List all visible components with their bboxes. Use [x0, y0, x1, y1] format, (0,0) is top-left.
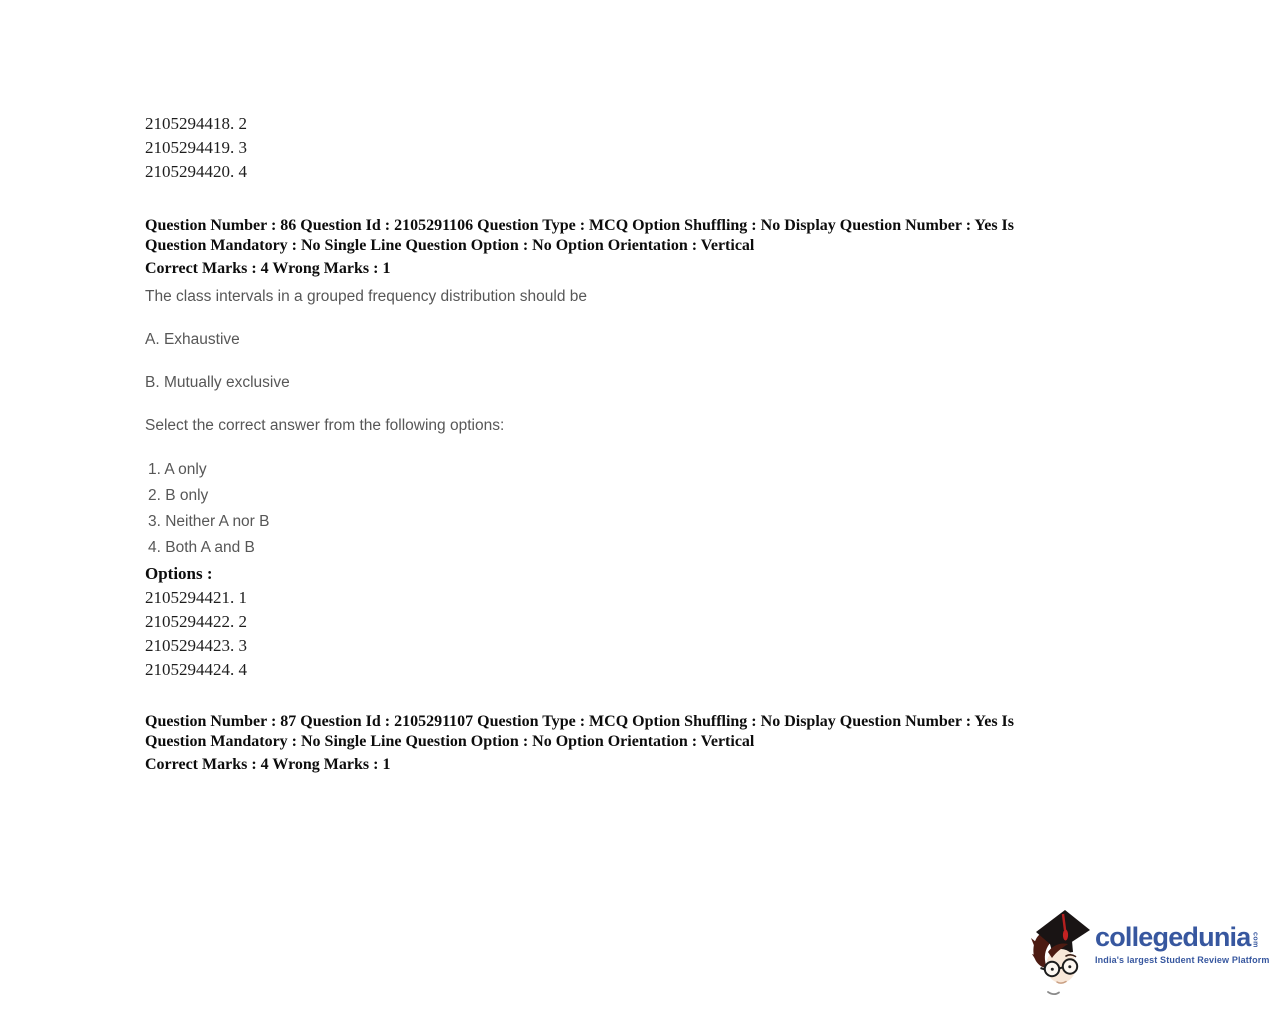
- option-id-line: 2105294423. 3: [145, 636, 247, 655]
- brand-row: [1095, 922, 1270, 952]
- previous-question-option-ids: [145, 112, 247, 184]
- question-header-line: Question Mandatory : No Single Line Question Option : No Option Orientation : Vertical: [145, 732, 755, 750]
- logo-text-column: [1095, 922, 1270, 965]
- question-86-marks: Correct Marks : 4 Wrong Marks : 1: [145, 260, 391, 277]
- choice-line: 2. B only: [148, 487, 209, 504]
- choice-line: 4. Both A and B: [148, 539, 255, 556]
- question-86-select-prompt: Select the correct answer from the following options:: [145, 417, 505, 434]
- question-header-line: Question Number : 86 Question Id : 2105291106 Question Type : MCQ Option Shuffling : No Display Question Number : Yes Is: [145, 217, 1014, 234]
- collegedunia-mascot-icon: [1028, 908, 1092, 1003]
- brand-domain-suffix: com: [1251, 932, 1259, 948]
- choice-line: 1. A only: [148, 461, 207, 478]
- question-86-options-label: Options :: [145, 564, 213, 583]
- question-86-header: [145, 216, 1014, 255]
- option-id-line: 2105294420. 4: [145, 162, 247, 181]
- question-86-option-ids: [145, 586, 247, 682]
- question-86-statement-a: A. Exhaustive: [145, 331, 240, 348]
- question-header-line: Question Number : 87 Question Id : 2105291107 Question Type : MCQ Option Shuffling : No Display Question Number : Yes Is: [145, 713, 1014, 730]
- question-87-marks: Correct Marks : 4 Wrong Marks : 1: [145, 756, 391, 773]
- question-86-text: The class intervals in a grouped frequency distribution should be: [145, 288, 588, 305]
- question-86-statement-b: B. Mutually exclusive: [145, 374, 290, 391]
- brand-name: collegedunia: [1095, 922, 1251, 952]
- question-header-line: Question Mandatory : No Single Line Question Option : No Option Orientation : Vertical: [145, 236, 755, 254]
- question-87-header: [145, 712, 1014, 751]
- collegedunia-logo: [1028, 908, 1270, 1000]
- option-id-line: 2105294421. 1: [145, 588, 247, 607]
- question-86-choices: [145, 457, 270, 561]
- option-id-line: 2105294419. 3: [145, 138, 247, 157]
- brand-tagline: India's largest Student Review Platform: [1095, 955, 1270, 965]
- choice-line: 3. Neither A nor B: [148, 513, 270, 530]
- option-id-line: 2105294422. 2: [145, 612, 247, 631]
- option-id-line: 2105294418. 2: [145, 114, 247, 133]
- option-id-line: 2105294424. 4: [145, 660, 247, 679]
